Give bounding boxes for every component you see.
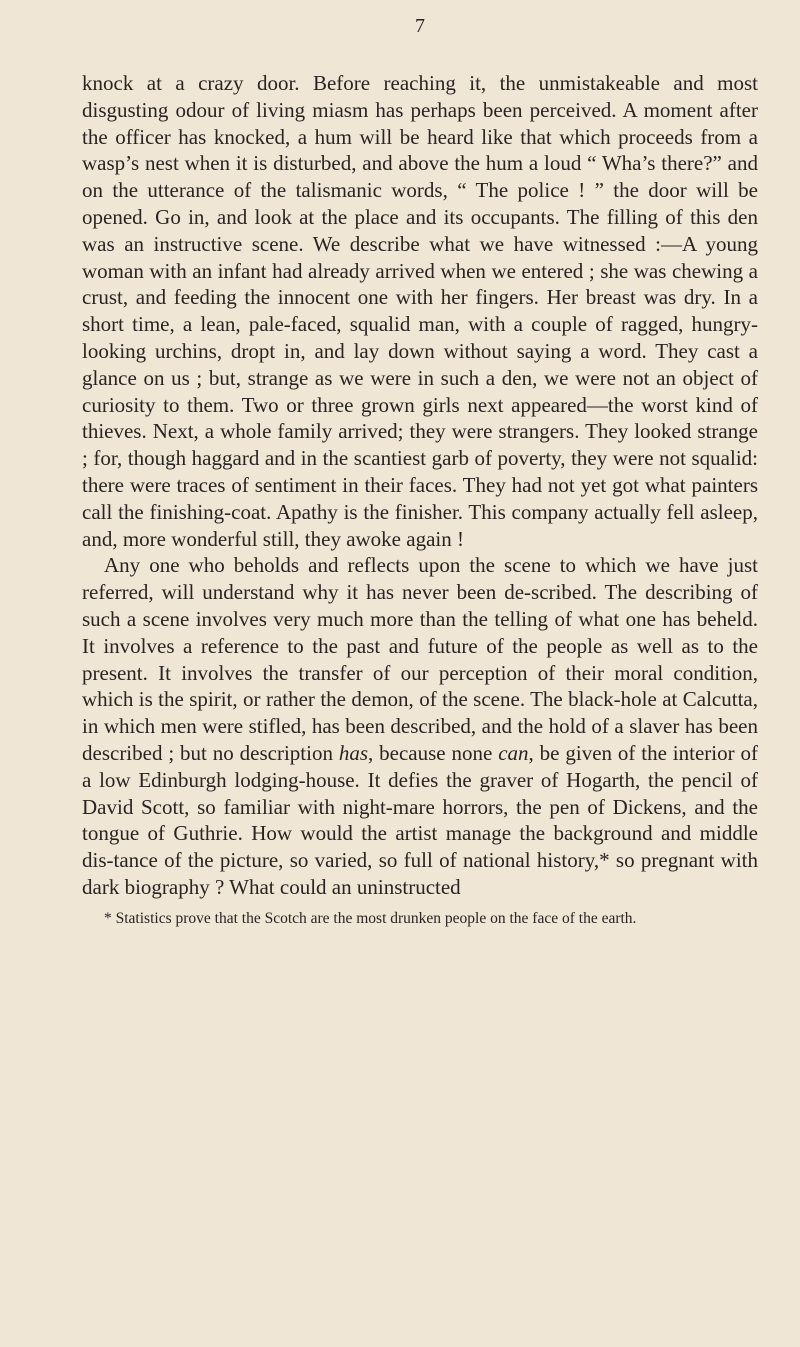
paragraph-2	[82, 552, 758, 900]
footnote: * Statistics prove that the Scotch are the most drunken people on the face of the earth.	[104, 909, 637, 927]
emphasis-can: can	[498, 740, 529, 765]
page-number: 7	[415, 15, 425, 37]
paragraph-2-text-b: , because none	[368, 740, 499, 765]
emphasis-has: has	[338, 740, 369, 765]
paragraph-2-text-c: , be given of the interior of a low Edinburgh lodging-house. It defies the graver of Hogarth, the pencil of David Scott, so familiar with night-mare horrors, the pen of Dickens, and the tongue of Guthrie. How would the artist manage the background and middle dis-tance of the picture, so varied, so full of national history,* so pregnant with dark biography ? What could an uninstructed	[82, 740, 758, 899]
body-text	[82, 70, 758, 901]
paragraph-1: knock at a crazy door. Before reaching it, the unmistakeable and most disgusting odour of living miasm has perhaps been perceived. A moment after the officer has knocked, a hum will be heard like that which proceeds from a wasp’s nest when it is disturbed, and above the hum a loud “ Wha’s there?” and on the utterance of the talismanic words, “ The police ! ” the door will be opened. Go in, and look at the place and its occupants. The filling of this den was an instructive scene. We describe what we have witnessed :—A young woman with an infant had already arrived when we entered ; she was chewing a crust, and feeding the innocent one with her fingers. Her breast was dry. In a short time, a lean, pale-faced, squalid man, with a couple of ragged, hungry-looking urchins, dropt in, and lay down without saying a word. They cast a glance on us ; but, strange as we were in such a den, we were not an object of curiosity to them. Two or three grown girls next appeared—the worst kind of thieves. Next, a whole family arrived; they were strangers. They looked strange ; for, though haggard and in the scantiest garb of poverty, they were not squalid: there were traces of sentiment in their faces. They had not yet got what painters call the finishing-coat. Apathy is the finisher. This company actually fell asleep, and, more wonderful still, they awoke again !	[82, 71, 758, 551]
paragraph-2-text-a: Any one who beholds and reflects upon the scene to which we have just referred, will understand why it has never been de-scribed. The describing of such a scene involves very much more than the telling of what one has beheld. It involves a reference to the past and future of the people as well as to the present. It involves the transfer of our perception of their moral condition, which is the spirit, or rather the demon, of the scene. The black-hole at Calcutta, in which men were stifled, has been described, and the hold of a slaver has been described ; but no description	[82, 553, 758, 765]
